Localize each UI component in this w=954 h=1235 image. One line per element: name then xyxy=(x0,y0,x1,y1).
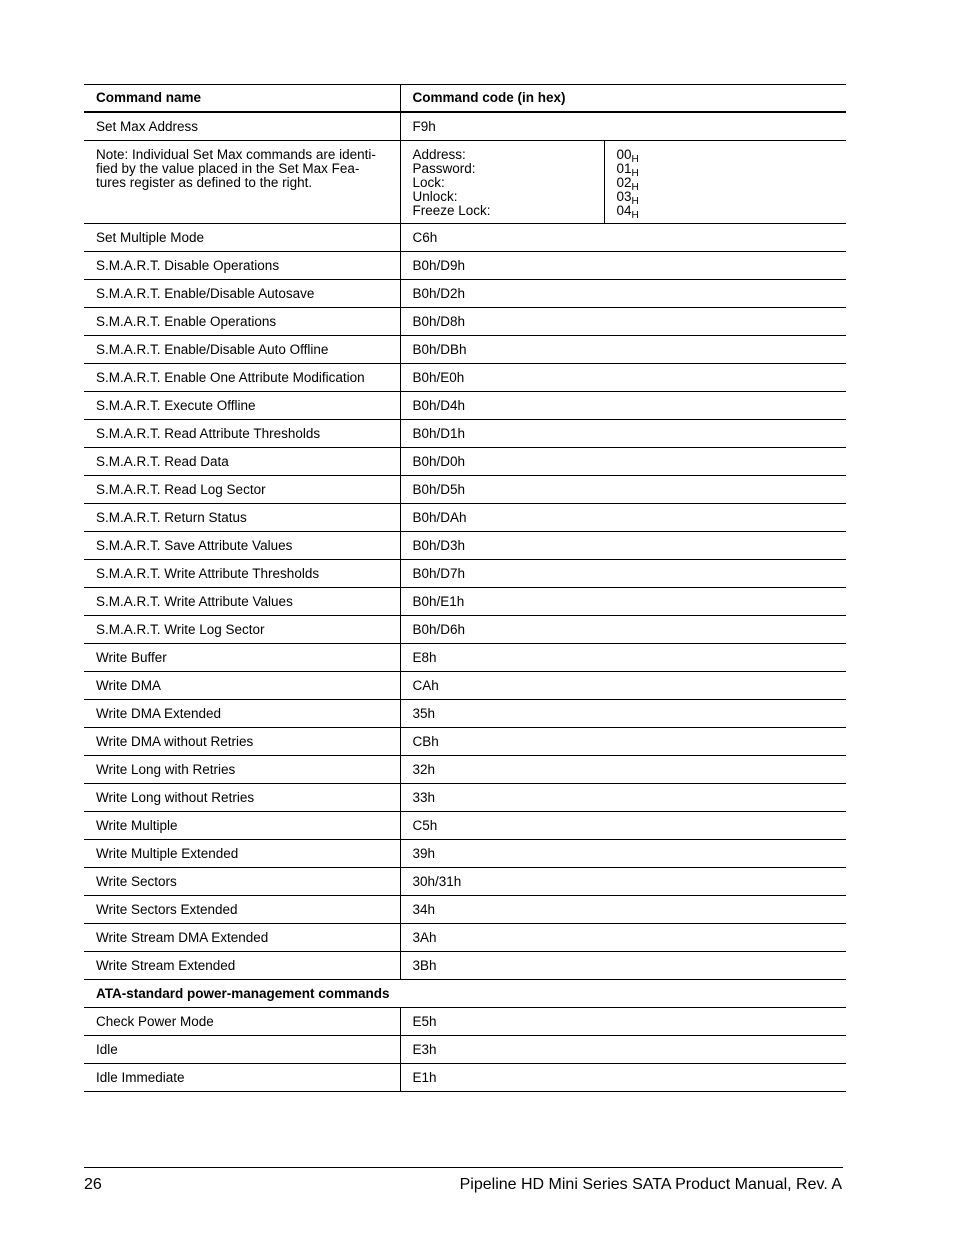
sub-value-number: 01 xyxy=(616,161,632,176)
command-code: B0h/D3h xyxy=(400,532,846,560)
table-row xyxy=(84,784,846,812)
command-code: B0h/D5h xyxy=(400,476,846,504)
table-row xyxy=(84,1008,846,1036)
table-row xyxy=(84,308,846,336)
sub-value xyxy=(616,161,639,179)
footer-rule xyxy=(84,1167,843,1168)
table-row xyxy=(84,588,846,616)
command-name: Write Sectors Extended xyxy=(84,896,400,924)
command-code: B0h/DAh xyxy=(400,504,846,532)
table-row xyxy=(84,672,846,700)
command-table xyxy=(84,84,846,1092)
table-row xyxy=(84,896,846,924)
table-row xyxy=(84,868,846,896)
header-command-name: Command name xyxy=(84,85,400,113)
section-title: ATA-standard power-management commands xyxy=(84,980,846,1008)
note-line: tures register as defined to the right. xyxy=(96,175,313,190)
section-row xyxy=(84,980,846,1008)
table-row xyxy=(84,756,846,784)
command-code: E8h xyxy=(400,644,846,672)
table-row xyxy=(84,504,846,532)
sub-name: Password: xyxy=(412,161,476,176)
command-code: B0h/D7h xyxy=(400,560,846,588)
command-name: S.M.A.R.T. Read Attribute Thresholds xyxy=(84,420,400,448)
table-header-row xyxy=(84,85,846,113)
command-name: S.M.A.R.T. Read Log Sector xyxy=(84,476,400,504)
table-row xyxy=(84,644,846,672)
sub-name: Freeze Lock: xyxy=(412,203,491,218)
command-name: S.M.A.R.T. Return Status xyxy=(84,504,400,532)
command-code: 33h xyxy=(400,784,846,812)
set-max-note-row xyxy=(84,141,846,224)
command-code: B0h/D6h xyxy=(400,616,846,644)
command-code: F9h xyxy=(400,112,846,141)
command-code: C5h xyxy=(400,812,846,840)
table-row xyxy=(84,616,846,644)
sub-name: Lock: xyxy=(412,175,445,190)
table-row xyxy=(84,448,846,476)
command-name: Write Sectors xyxy=(84,868,400,896)
command-name: Set Multiple Mode xyxy=(84,224,400,252)
set-max-subtable xyxy=(412,147,847,221)
hex-subscript: H xyxy=(631,168,639,179)
sub-value-number: 00 xyxy=(616,147,632,162)
table-row xyxy=(84,560,846,588)
command-code: C6h xyxy=(400,224,846,252)
command-name: Idle xyxy=(84,1036,400,1064)
set-max-sub-names xyxy=(413,148,604,218)
command-name: Idle Immediate xyxy=(84,1064,400,1092)
command-code: E3h xyxy=(400,1036,846,1064)
power-rows xyxy=(84,1008,846,1092)
header-command-code: Command code (in hex) xyxy=(400,85,846,113)
command-code: B0h/D0h xyxy=(400,448,846,476)
command-name: Write DMA without Retries xyxy=(84,728,400,756)
command-name: S.M.A.R.T. Write Log Sector xyxy=(84,616,400,644)
command-name: S.M.A.R.T. Save Attribute Values xyxy=(84,532,400,560)
set-max-note xyxy=(84,141,400,224)
sub-name: Unlock: xyxy=(412,189,458,204)
command-code: CAh xyxy=(400,672,846,700)
command-name: S.M.A.R.T. Enable/Disable Auto Offline xyxy=(84,336,400,364)
command-code: 30h/31h xyxy=(400,868,846,896)
sub-value xyxy=(616,203,639,221)
sub-name: Address: xyxy=(412,147,466,162)
command-code: B0h/D9h xyxy=(400,252,846,280)
command-name: Write Long without Retries xyxy=(84,784,400,812)
command-code: B0h/D2h xyxy=(400,280,846,308)
command-name: Set Max Address xyxy=(84,112,400,141)
command-name: S.M.A.R.T. Enable One Attribute Modification xyxy=(84,364,400,392)
command-code: B0h/E1h xyxy=(400,588,846,616)
command-name: Write DMA xyxy=(84,672,400,700)
command-name: S.M.A.R.T. Write Attribute Values xyxy=(84,588,400,616)
command-code: CBh xyxy=(400,728,846,756)
hex-subscript: H xyxy=(631,196,639,207)
table-row xyxy=(84,924,846,952)
table-row xyxy=(84,420,846,448)
command-name: Write DMA Extended xyxy=(84,700,400,728)
command-name: S.M.A.R.T. Disable Operations xyxy=(84,252,400,280)
command-name: Write Stream Extended xyxy=(84,952,400,980)
table-row xyxy=(84,252,846,280)
command-code: 35h xyxy=(400,700,846,728)
set-max-subtable-cell xyxy=(400,141,846,224)
page-number: 26 xyxy=(84,1176,102,1193)
command-code: B0h/D1h xyxy=(400,420,846,448)
command-code: 3Bh xyxy=(400,952,846,980)
table-row xyxy=(84,952,846,980)
table-row xyxy=(84,280,846,308)
command-code: 34h xyxy=(400,896,846,924)
command-code: 32h xyxy=(400,756,846,784)
command-code: 3Ah xyxy=(400,924,846,952)
set-max-note-text xyxy=(96,148,400,190)
set-max-sub-values xyxy=(604,141,639,223)
table-row xyxy=(84,812,846,840)
hex-subscript: H xyxy=(631,182,639,193)
command-name: Write Multiple Extended xyxy=(84,840,400,868)
command-name: S.M.A.R.T. Enable/Disable Autosave xyxy=(84,280,400,308)
table-row xyxy=(84,112,846,141)
command-name: S.M.A.R.T. Write Attribute Thresholds xyxy=(84,560,400,588)
sub-value-number: 02 xyxy=(616,175,632,190)
command-name: S.M.A.R.T. Execute Offline xyxy=(84,392,400,420)
command-name: Write Stream DMA Extended xyxy=(84,924,400,952)
table-row xyxy=(84,476,846,504)
rows-after-note xyxy=(84,224,846,980)
table-row xyxy=(84,700,846,728)
command-name: S.M.A.R.T. Read Data xyxy=(84,448,400,476)
command-code: B0h/D4h xyxy=(400,392,846,420)
command-name: Write Long with Retries xyxy=(84,756,400,784)
command-name: Write Buffer xyxy=(84,644,400,672)
document-title: Pipeline HD Mini Series SATA Product Manual, Rev. A xyxy=(459,1176,842,1193)
sub-value-number: 04 xyxy=(616,203,632,218)
note-line: Note: Individual Set Max commands are identi- xyxy=(96,147,376,162)
hex-subscript: H xyxy=(631,154,639,165)
command-name: S.M.A.R.T. Enable Operations xyxy=(84,308,400,336)
sub-value xyxy=(616,147,639,165)
command-code: 39h xyxy=(400,840,846,868)
command-code: E5h xyxy=(400,1008,846,1036)
table-row xyxy=(84,336,846,364)
sub-value xyxy=(616,189,639,207)
command-name: Check Power Mode xyxy=(84,1008,400,1036)
table-row xyxy=(84,224,846,252)
sub-value-number: 03 xyxy=(616,189,632,204)
power-section xyxy=(84,980,846,1008)
sub-value xyxy=(616,175,639,193)
table-row xyxy=(84,392,846,420)
table-row xyxy=(84,532,846,560)
rows-before-note xyxy=(84,112,846,141)
command-code: B0h/E0h xyxy=(400,364,846,392)
set-max-note-section xyxy=(84,141,846,224)
command-code: E1h xyxy=(400,1064,846,1092)
table-row xyxy=(84,1064,846,1092)
note-line: fied by the value placed in the Set Max Fea- xyxy=(96,161,360,176)
table-row xyxy=(84,728,846,756)
table-row xyxy=(84,1036,846,1064)
hex-subscript: H xyxy=(631,210,639,221)
command-name: Write Multiple xyxy=(84,812,400,840)
command-code: B0h/D8h xyxy=(400,308,846,336)
command-code: B0h/DBh xyxy=(400,336,846,364)
table-row xyxy=(84,364,846,392)
table-row xyxy=(84,840,846,868)
